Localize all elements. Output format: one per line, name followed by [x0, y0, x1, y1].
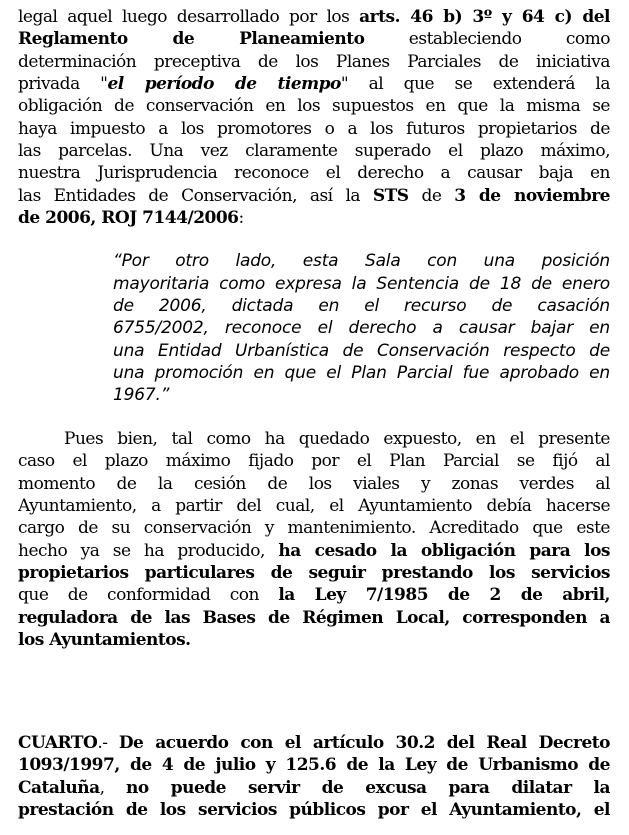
p1-line-5: obligación de conservación en los supuestos en que la misma se	[18, 96, 610, 116]
p1-line-3: determinación preceptiva de los Planes Parciales de iniciativa	[18, 52, 610, 72]
quote-line-2: mayoritaria como expresa la Sentencia de 18 de enero	[113, 274, 610, 294]
quote-line-7: 1967.”	[113, 385, 170, 405]
p1-line-1: legal aquel luego desarrollado por los arts. 46 b) 3º y 64 c) del	[18, 7, 610, 27]
p1-line-2: Reglamento de Planeamiento estableciendo como	[18, 29, 610, 49]
p2-line-8: que de conformidad con la Ley 7/1985 de 2 de abril,	[18, 585, 610, 605]
p1-line-9: las Entidades de Conservación, así la STS de 3 de noviembre	[18, 186, 610, 206]
p2-line-9: reguladora de las Bases de Régimen Local, corresponden a	[18, 608, 610, 628]
p2-line-1: Pues bien, tal como ha quedado expuesto, en el presente	[64, 429, 610, 449]
quote-line-4: 6755/2002, reconoce el derecho a causar bajar en	[113, 318, 610, 338]
p2-line-10: los Ayuntamientos.	[18, 630, 191, 650]
p3-line-1: CUARTO.- De acuerdo con el artículo 30.2 del Real Decreto	[18, 733, 610, 753]
p3-line-4: prestación de los servicios públicos por el Ayuntamiento, el	[18, 800, 610, 820]
p2-line-3: momento de la cesión de los viales y zonas verdes al	[18, 474, 610, 494]
p3-line-3: Cataluña, no puede servir de excusa para dilatar la	[18, 778, 610, 798]
quote-line-6: una promoción en que el Plan Parcial fue aprobado en	[113, 363, 610, 383]
p3-line-2: 1093/1997, de 4 de julio y 125.6 de la Ley de Urbanismo de	[18, 755, 610, 775]
quote-line-5: una Entidad Urbanística de Conservación respecto de	[113, 341, 610, 361]
p1-line-8: nuestra Jurisprudencia reconoce el derecho a causar baja en	[18, 163, 610, 183]
p1-line-7: las parcelas. Una vez claramente superado el plazo máximo,	[18, 141, 610, 161]
p2-line-4: Ayuntamiento, a partir del cual, el Ayuntamiento debía hacerse	[18, 496, 610, 516]
p2-line-7: propietarios particulares de seguir prestando los servicios	[18, 563, 610, 583]
p2-line-5: cargo de su conservación y mantenimiento. Acreditado que este	[18, 518, 610, 538]
p2-line-2: caso el plazo máximo fijado por el Plan Parcial se fijó al	[18, 451, 610, 471]
p1-line-4: privada "el período de tiempo" al que se extenderá la	[18, 74, 610, 94]
p2-line-6: hecho ya se ha producido, ha cesado la obligación para los	[18, 541, 610, 561]
quote-line-1: “Por otro lado, esta Sala con una posición	[113, 251, 610, 271]
p1-line-10: de 2006, ROJ 7144/2006:	[18, 208, 244, 228]
p1-line-6: haya impuesto a los promotores o a los futuros propietarios de	[18, 119, 610, 139]
quote-line-3: de 2006, dictada en el recurso de casación	[113, 296, 610, 316]
